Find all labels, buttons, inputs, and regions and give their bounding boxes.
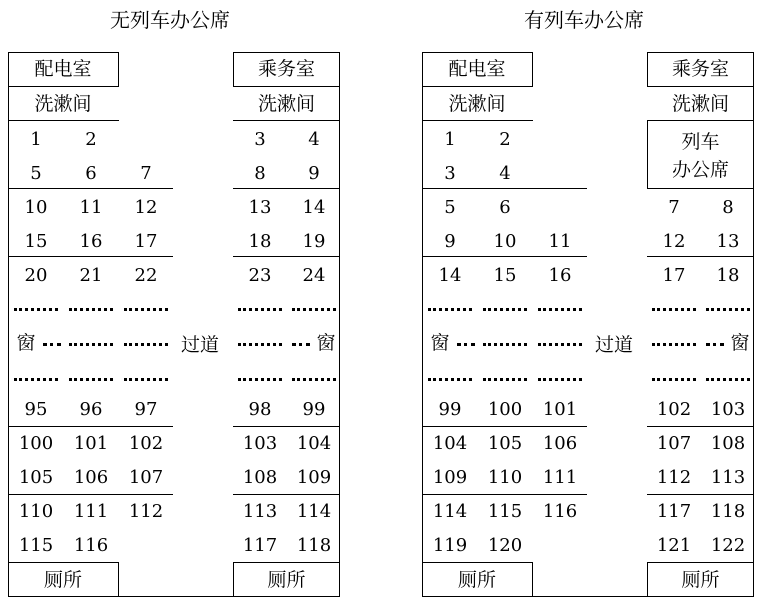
toilet-label-right: 厕所 bbox=[681, 569, 720, 591]
seat-number: 119 bbox=[432, 535, 468, 556]
toilet-label-left: 厕所 bbox=[457, 569, 496, 591]
room-wall-left bbox=[532, 52, 533, 86]
window-label-right: 窗 bbox=[316, 332, 336, 354]
top-wall-right bbox=[647, 52, 754, 53]
seat-number: 18 bbox=[248, 231, 272, 252]
ellipsis-dots bbox=[538, 308, 582, 311]
seat-number: 23 bbox=[248, 265, 272, 286]
wash-line-right bbox=[233, 120, 340, 121]
seat-number: 111 bbox=[73, 501, 109, 522]
office-label-1: 列车 bbox=[681, 131, 720, 153]
seat-number: 117 bbox=[242, 535, 278, 556]
toilet-line-right bbox=[233, 562, 340, 563]
seat-number: 12 bbox=[662, 231, 686, 252]
bay-line-right bbox=[233, 494, 340, 495]
seat-number: 17 bbox=[662, 265, 686, 286]
bay-line-right bbox=[233, 426, 340, 427]
seat-number: 107 bbox=[656, 433, 692, 454]
ellipsis-dots bbox=[292, 343, 310, 346]
seat-number: 95 bbox=[24, 399, 48, 420]
seat-number: 17 bbox=[134, 231, 158, 252]
seat-number: 1 bbox=[30, 129, 42, 150]
seat-number: 108 bbox=[710, 433, 746, 454]
seat-number: 104 bbox=[432, 433, 468, 454]
seat-number: 16 bbox=[548, 265, 572, 286]
top-wall-left bbox=[8, 52, 119, 53]
ellipsis-dots bbox=[124, 343, 168, 346]
bottom-wall bbox=[422, 596, 754, 597]
seat-number: 101 bbox=[542, 399, 578, 420]
wash-line-left bbox=[422, 120, 533, 121]
seat-number: 104 bbox=[296, 433, 332, 454]
seat-number: 9 bbox=[444, 231, 456, 252]
seat-number: 6 bbox=[499, 197, 511, 218]
seat-number: 111 bbox=[542, 467, 578, 488]
window-label-right: 窗 bbox=[730, 332, 750, 354]
seat-number: 108 bbox=[242, 467, 278, 488]
seat-number: 118 bbox=[296, 535, 332, 556]
ellipsis-dots bbox=[69, 308, 113, 311]
seat-number: 99 bbox=[302, 399, 326, 420]
washroom-label-left: 洗漱间 bbox=[448, 93, 506, 115]
ellipsis-dots bbox=[652, 308, 696, 311]
seat-number: 109 bbox=[296, 467, 332, 488]
seat-number: 20 bbox=[24, 265, 48, 286]
seat-number: 106 bbox=[73, 467, 109, 488]
seat-number: 24 bbox=[302, 265, 326, 286]
seat-number: 2 bbox=[499, 129, 511, 150]
bay-line-right bbox=[647, 494, 754, 495]
bay-line-left bbox=[422, 188, 587, 189]
toilet-wall-left bbox=[532, 562, 533, 596]
seat-number: 110 bbox=[487, 467, 523, 488]
seat-number: 102 bbox=[656, 399, 692, 420]
bay-line-left bbox=[8, 188, 173, 189]
seat-number: 112 bbox=[128, 501, 164, 522]
seat-number: 113 bbox=[242, 501, 278, 522]
seat-number: 115 bbox=[487, 501, 523, 522]
ellipsis-dots bbox=[69, 343, 113, 346]
seat-number: 1 bbox=[444, 129, 456, 150]
seat-number: 122 bbox=[710, 535, 746, 556]
ellipsis-dots bbox=[292, 308, 336, 311]
aisle-label: 过道 bbox=[181, 334, 220, 356]
toilet-line-left bbox=[8, 562, 119, 563]
ellipsis-dots bbox=[292, 378, 336, 381]
toilet-label-right: 厕所 bbox=[267, 569, 306, 591]
seat-number: 15 bbox=[24, 231, 48, 252]
seat-number: 14 bbox=[438, 265, 462, 286]
seat-number: 2 bbox=[85, 129, 97, 150]
seat-number: 115 bbox=[18, 535, 54, 556]
seat-number: 120 bbox=[487, 535, 523, 556]
washroom-label-right: 洗漱间 bbox=[671, 93, 729, 115]
seat-number: 96 bbox=[79, 399, 103, 420]
seat-number: 13 bbox=[716, 231, 740, 252]
seat-number: 14 bbox=[302, 197, 326, 218]
ellipsis-dots bbox=[238, 343, 282, 346]
ellipsis-dots bbox=[69, 378, 113, 381]
toilet-label-left: 厕所 bbox=[43, 569, 82, 591]
bay-line-left bbox=[422, 494, 587, 495]
seat-number: 121 bbox=[656, 535, 692, 556]
room-line-right bbox=[233, 86, 340, 87]
seat-number: 9 bbox=[308, 163, 320, 184]
washroom-label-right: 洗漱间 bbox=[257, 93, 315, 115]
ellipsis-dots bbox=[652, 378, 696, 381]
bay-line-left bbox=[422, 256, 587, 257]
carriage-with-office bbox=[422, 52, 754, 597]
ellipsis-dots bbox=[14, 308, 58, 311]
ellipsis-dots bbox=[124, 378, 168, 381]
seat-number: 10 bbox=[493, 231, 517, 252]
bay-line-left bbox=[422, 426, 587, 427]
top-wall-right bbox=[233, 52, 340, 53]
room-wall-left bbox=[118, 52, 119, 86]
seat-number: 3 bbox=[254, 129, 266, 150]
toilet-wall-left bbox=[118, 562, 119, 596]
seat-number: 105 bbox=[18, 467, 54, 488]
seat-number: 7 bbox=[140, 163, 152, 184]
ellipsis-dots bbox=[124, 308, 168, 311]
seat-number: 100 bbox=[487, 399, 523, 420]
seat-number: 13 bbox=[248, 197, 272, 218]
ellipsis-dots bbox=[14, 378, 58, 381]
room-line-left bbox=[422, 86, 533, 87]
wash-line-left bbox=[8, 120, 119, 121]
seat-number: 103 bbox=[242, 433, 278, 454]
carriage-no-office bbox=[8, 52, 340, 597]
seat-number: 12 bbox=[134, 197, 158, 218]
ellipsis-dots bbox=[706, 343, 724, 346]
ellipsis-dots bbox=[457, 343, 475, 346]
seat-number: 5 bbox=[444, 197, 456, 218]
ellipsis-dots bbox=[706, 378, 750, 381]
seat-number: 8 bbox=[722, 197, 734, 218]
ellipsis-dots bbox=[238, 378, 282, 381]
seat-number: 105 bbox=[487, 433, 523, 454]
seat-number: 11 bbox=[79, 197, 103, 218]
seat-number: 116 bbox=[73, 535, 109, 556]
room-line-right bbox=[647, 86, 754, 87]
seat-number: 110 bbox=[18, 501, 54, 522]
ellipsis-dots bbox=[483, 378, 527, 381]
seat-number: 114 bbox=[296, 501, 332, 522]
seat-number: 18 bbox=[716, 265, 740, 286]
ellipsis-dots bbox=[428, 308, 472, 311]
seat-number: 21 bbox=[79, 265, 103, 286]
seat-number: 117 bbox=[656, 501, 692, 522]
office-label-2: 办公席 bbox=[671, 159, 729, 181]
bottom-wall bbox=[8, 596, 340, 597]
crew-room-label: 乘务室 bbox=[257, 58, 315, 80]
seat-number: 106 bbox=[542, 433, 578, 454]
power-room-label: 配电室 bbox=[34, 58, 92, 80]
bay-line-right bbox=[647, 188, 754, 189]
bay-line-left bbox=[8, 426, 173, 427]
seat-number: 3 bbox=[444, 163, 456, 184]
seat-number: 10 bbox=[24, 197, 48, 218]
window-label-left: 窗 bbox=[430, 332, 450, 354]
seat-number: 103 bbox=[710, 399, 746, 420]
seat-number: 7 bbox=[668, 197, 680, 218]
ellipsis-dots bbox=[483, 343, 527, 346]
top-wall-left bbox=[422, 52, 533, 53]
seat-number: 114 bbox=[432, 501, 468, 522]
ellipsis-dots bbox=[538, 343, 582, 346]
ellipsis-dots bbox=[238, 308, 282, 311]
seat-number: 16 bbox=[79, 231, 103, 252]
title-right: 有列车办公席 bbox=[524, 8, 644, 32]
seat-number: 97 bbox=[134, 399, 158, 420]
ellipsis-dots bbox=[428, 378, 472, 381]
seat-number: 100 bbox=[18, 433, 54, 454]
bay-line-right bbox=[233, 188, 340, 189]
washroom-label-left: 洗漱间 bbox=[34, 93, 92, 115]
seat-number: 109 bbox=[432, 467, 468, 488]
power-room-label: 配电室 bbox=[448, 58, 506, 80]
ellipsis-dots bbox=[706, 308, 750, 311]
seat-number: 4 bbox=[499, 163, 511, 184]
seat-number: 101 bbox=[73, 433, 109, 454]
seat-number: 15 bbox=[493, 265, 517, 286]
bay-line-right bbox=[647, 256, 754, 257]
bay-line-right bbox=[233, 256, 340, 257]
ellipsis-dots bbox=[652, 343, 696, 346]
toilet-line-left bbox=[422, 562, 533, 563]
ellipsis-dots bbox=[538, 378, 582, 381]
seat-number: 102 bbox=[128, 433, 164, 454]
seat-number: 22 bbox=[134, 265, 158, 286]
seat-number: 98 bbox=[248, 399, 272, 420]
title-left: 无列车办公席 bbox=[110, 8, 230, 32]
bay-line-right bbox=[647, 426, 754, 427]
toilet-line-right bbox=[647, 562, 754, 563]
seat-number: 99 bbox=[438, 399, 462, 420]
seat-number: 8 bbox=[254, 163, 266, 184]
seat-number: 6 bbox=[85, 163, 97, 184]
bay-line-left bbox=[8, 494, 173, 495]
seat-number: 5 bbox=[30, 163, 42, 184]
seat-number: 107 bbox=[128, 467, 164, 488]
seat-number: 11 bbox=[548, 231, 572, 252]
bay-line-left bbox=[8, 256, 173, 257]
seat-number: 116 bbox=[542, 501, 578, 522]
ellipsis-dots bbox=[43, 343, 61, 346]
window-label-left: 窗 bbox=[16, 332, 36, 354]
wash-line-right bbox=[647, 120, 754, 121]
seat-number: 118 bbox=[710, 501, 746, 522]
seat-number: 112 bbox=[656, 467, 692, 488]
seat-number: 4 bbox=[308, 129, 320, 150]
aisle-label: 过道 bbox=[595, 334, 634, 356]
seat-number: 19 bbox=[302, 231, 326, 252]
room-line-left bbox=[8, 86, 119, 87]
crew-room-label: 乘务室 bbox=[671, 58, 729, 80]
seat-number: 113 bbox=[710, 467, 746, 488]
ellipsis-dots bbox=[483, 308, 527, 311]
